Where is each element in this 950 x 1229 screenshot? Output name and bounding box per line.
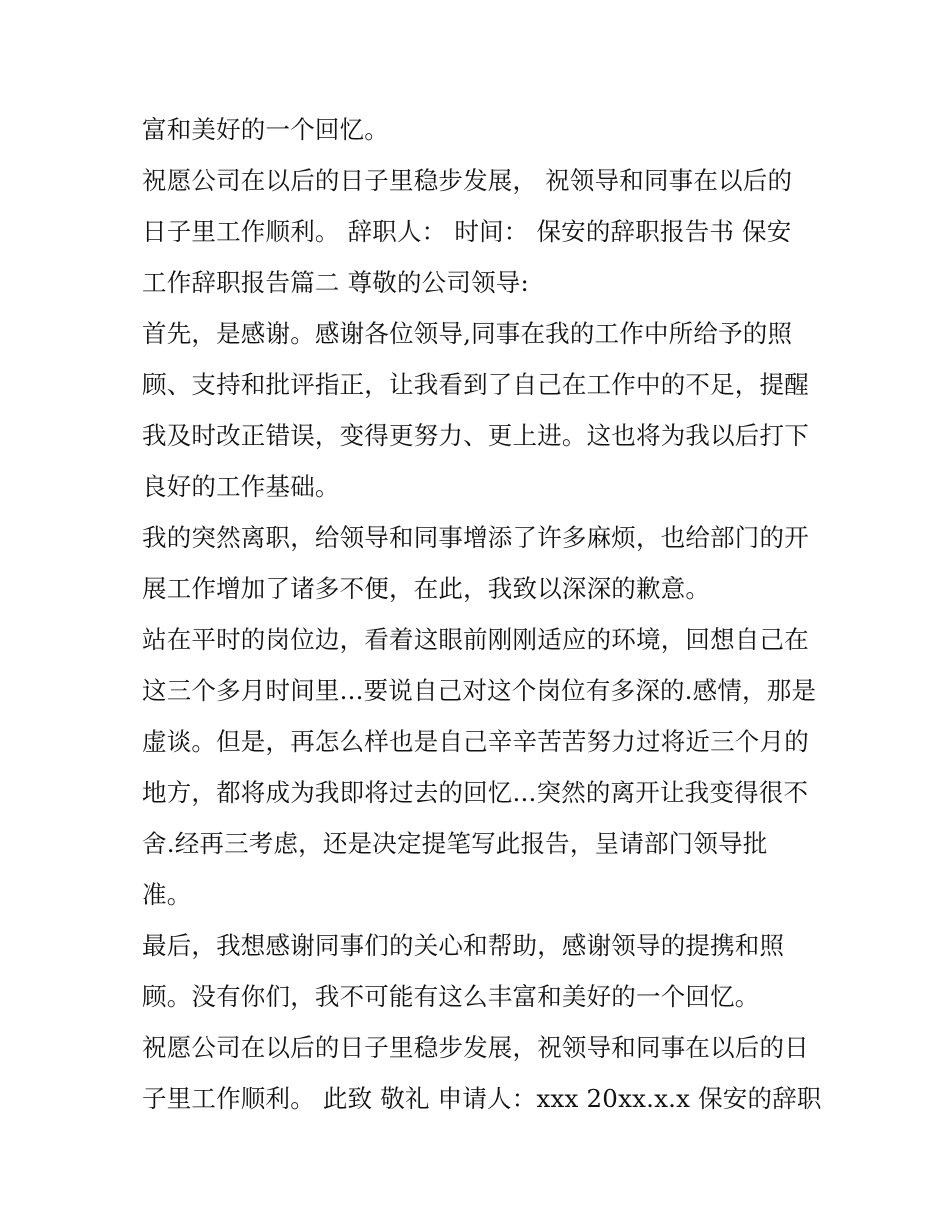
- text-line-10: 展工作增加了诸多不便，在此，我致以深深的歉意。: [142, 574, 711, 603]
- text-line-11: 站在平时的岗位边，看着这眼前刚刚适应的环境，回想自己在: [142, 625, 809, 654]
- text-line-8: 良好的工作基础。: [142, 472, 340, 501]
- text-line-17: 最后，我想感谢同事们的关心和帮助，感谢领导的提携和照: [142, 931, 785, 960]
- text-line-15: 舍.经再三考虑，还是决定提笔写此报告，呈请部门领导批: [142, 829, 768, 858]
- text-line-3: 日子里工作顺利。 辞职人： 时间： 保安的辞职报告书 保安: [142, 217, 792, 246]
- text-line-9: 我的突然离职，给领导和同事增添了许多麻烦，也给部门的开: [142, 523, 809, 552]
- document-page: [142, 104, 822, 1124]
- text-line-13: 虚谈。但是，再怎么样也是自己辛辛苦苦努力过将近三个月的: [142, 727, 809, 756]
- text-line-19: 祝愿公司在以后的日子里稳步发展，祝领导和同事在以后的日: [142, 1033, 809, 1062]
- text-line-18: 顾。没有你们，我不可能有这么丰富和美好的一个回忆。: [142, 982, 760, 1011]
- text-line-2: 祝愿公司在以后的日子里稳步发展， 祝领导和同事在以后的: [142, 166, 793, 195]
- text-line-6: 顾、支持和批评指正，让我看到了自己在工作中的不足，提醒: [142, 370, 809, 399]
- text-line-14: 地方，都将成为我即将过去的回忆...突然的离开让我变得很不: [142, 778, 809, 807]
- text-line-5: 首先，是感谢。感谢各位领导,同事在我的工作中所给予的照: [142, 319, 793, 348]
- text-line-16: 准。: [142, 880, 192, 909]
- text-line-4: 工作辞职报告篇二 尊敬的公司领导:: [142, 268, 529, 297]
- text-line-7: 我及时改正错误，变得更努力、更上进。这也将为我以后打下: [142, 421, 809, 450]
- text-line-20: 子里工作顺利。 此致 敬礼 申请人：xxx 20xx.x.x 保安的辞职: [142, 1084, 822, 1113]
- text-line-1: 富和美好的一个回忆。: [142, 115, 389, 144]
- text-line-12: 这三个多月时间里...要说自己对这个岗位有多深的.感情，那是: [142, 676, 817, 705]
